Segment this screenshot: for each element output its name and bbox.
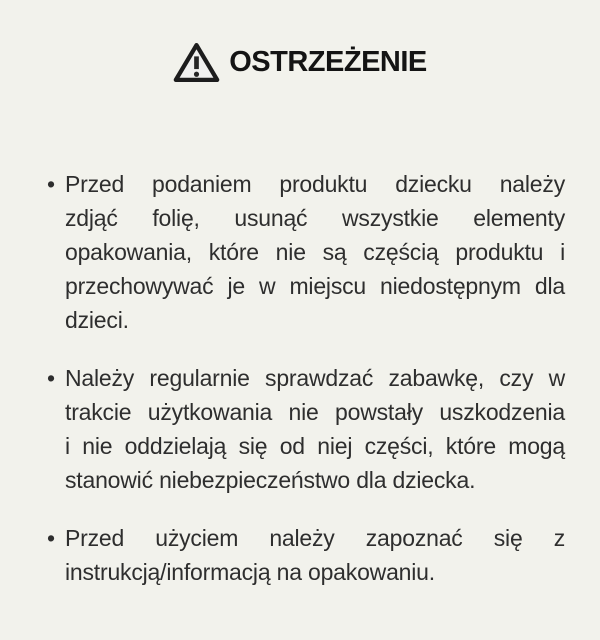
warning-text <box>65 521 565 589</box>
warning-line: opakowania, które nie są częścią produktu i <box>65 239 565 265</box>
warning-line: stanowić niebezpieczeństwo dla dziecka. <box>65 467 476 493</box>
warning-line: Należy regularnie sprawdzać zabawkę, czy w <box>65 365 565 391</box>
warning-header <box>0 40 600 85</box>
warning-label-page <box>0 40 600 640</box>
warning-text <box>65 361 565 497</box>
list-item <box>47 521 565 589</box>
list-item <box>47 167 565 337</box>
list-item <box>47 361 565 497</box>
warning-triangle-icon <box>173 40 220 85</box>
warning-line: przechowywać je w miejscu niedostępnym dla <box>65 273 565 299</box>
warning-line: i nie oddzielają się od niej części, które mogą <box>65 433 565 459</box>
page-title: OSTRZEŻENIE <box>229 46 427 78</box>
bullet-icon: • <box>47 365 56 391</box>
warning-line: trakcie użytkowania nie powstały uszkodzenia <box>65 399 565 425</box>
warning-line: Przed podaniem produktu dziecku należy <box>65 171 565 197</box>
warning-line: dzieci. <box>65 307 129 333</box>
warning-line: zdjąć folię, usunąć wszystkie elementy <box>65 205 565 231</box>
warning-line: Przed użyciem należy zapoznać się z <box>65 525 565 551</box>
bullet-icon: • <box>47 525 56 551</box>
warning-list <box>47 167 565 613</box>
warning-text <box>65 167 565 337</box>
bullet-icon: • <box>47 171 56 197</box>
warning-line: instrukcją/informacją na opakowaniu. <box>65 559 435 585</box>
